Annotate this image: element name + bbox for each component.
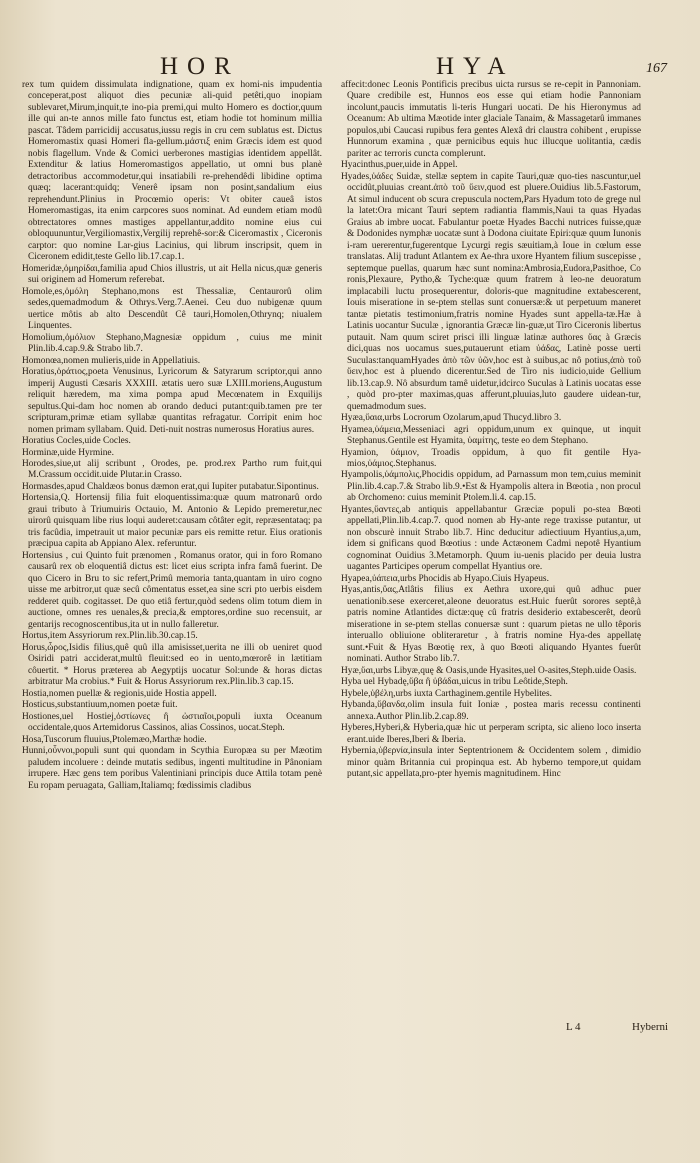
dictionary-entry: Hyæa,ὕαια,urbs Locrorum Ozolarum,apud Thucyd.libro 3. [341,413,562,424]
signature-mark: L 4 [566,1021,581,1033]
dictionary-entry: Hyacinthus,puer,uide in Appel. [341,160,458,171]
dictionary-entry: rex tum quidem dissimulata indignatione, quam ex homi-nis impudentia conceperat,post aliquot dies pecuniæ ali-quid petêti,quo inopiam sublevaret,Mirum,inquit,te ino-pia premi,qui multo Homero es doctior,quum ille qui an-te annos mille fato functus est, etiam hodie tot hominum millia pascat. Tâdem parricidij accusatus,iussu regis in cru cem sublatus est. Dictus Homeromastix quasi Homeri fla-gellum.μάστιξ enim Græcis idem est quod nobis flagellum. Vnde & Comici uerberones mastigias identidem appellât. Extenditur & latius Homeromastigos appellatio, ut omni bus planè detractoribus accommodetur,qui insatiabili re-prehendêdi libidine optima quæq; lacerant:quidq; Venerê ipsam non posint,sandalium eius reprehendunt.Plinius in Procœmio operis: Vt obiter caueâ istos Homeromastigas, ita enim carpcores suos nominat. Ad eundem etiam modû obtrectatores omnes mastiges appellantur,addito nomine eius cui obloquununtur,Vergiliomastix,Vergilij reprehê-sor:& Ciceromastix , Ciceronis carptor: quo nomine Lar-gius Lacinius, qui librum inscripsit, quem in Ciceronem edidit,teste Gello lib.17.cap.1. [22,80,322,263]
dictionary-entry: Hyantes,ὕαντες,ab antiquis appellabantur Græciæ populi po-stea Bœoti appellati,Plin.lib.4.cap.7. quod nomen ab Hy-ante rege traxisse putantur, ut non obscurè innuit Strabo lib.7. Hinc deducitur adiectiuum Hyantius,a,um, idem si gnificans quod Bœotius : unde Actæonem Cadmi nepotê Hyantium cognominat Ouidius 3.Metamorph. Quum iu-uenis placido per deuia lustra uagantes Participes operum compellat Hyantius ore. [341,504,641,573]
dictionary-entry: Hyamion, ὑάμιον, Troadis oppidum, à quo fit gentile Hya-mios,ὑάμιος.Stephanus. [341,447,641,469]
dictionary-entry: Hunni,οὖννοι,populi sunt qui quondam in Scythia Europæa su per Mæotim paludem incoluere : deinde mutatis sedibus, ingenti multitudine in Pânoniam irrupere. Hæc gens tem poribus Valentiniani principis duce Attila totam penè Eu ropam peruagata, Galliam,Italiamq; fœdissimis cladibus [22,746,322,791]
dictionary-entry: Homonœa,nomen mulieris,uide in Appellatiuis. [22,355,201,366]
dictionary-entry: Hyapea,ὑάπεια,urbs Phocidis ab Hyapo.Ciuis Hyapeus. [341,573,549,584]
running-head-right: HYA [436,53,515,80]
dictionary-entry: Hyba uel Hybadę,ὕβα ἢ ὑβάδαι,uicus in tribu Leôtide,Steph. [341,677,568,688]
dictionary-entry: Hyades,ὑάδες Suidæ, stellæ septem in capite Tauri,quæ quo-ties nascuntur,uel occidût,pluuias creant.ἀπὸ τοῦ ὕειν,quod est pluere.Ouidius lib.5.Fastorum, At simul inducent ob scura crepuscula noctem,Pars Hyadum toto de grege nul la latet:Ora micant Tauri septem radiantia flammis,Naui ta quas Hyadas Graius ab imbre uocat. Fabulantur poetæ Hyades Bacchi nutrices fuisse,quæ & Dodonides nymphæ uocatæ sunt à Dodona ciuitate Epiri:quæ quum Iunonis i-ram uererentur,fugerentque Lycurgi regis sæuitiam,à Ioue in cœlum esse translatas. Alij tradunt Atlantem ex Ae-thra uxore Hyantem filium suscepisse , septemque puellas, quarum hæc sunt nomina:Ambrosia,Eudora,Pasithoe, Co ronis,Plexaure, Pytho,& Tyche:quæ quum fratrem à leo-ne deuoratum implacabili luctu prosequerentur, doloris-que magnitudine extabescerent, Iouis miseratione in se-ptem stellas sunt conuersæ:& ut perpetuum maneret tantæ pietatis testimonium,fratris nomine Hyades sunt appella-tæ.Hæ à Latinis uocantur Suculæ , ignorantia Græcæ lin-guæ,ut Tiro Ciceronis libertus putauit. Nam quum sciret prisci illi linguæ latinæ authores ὕας à Græcis dici,quas nos uocamus sues,putauerunt etiam ὑάδας, Latinè posse uerti Suculas:tanquamHyades ἀπὸ τῶν ὑῶν,hoc est à suibus,ac nô potius,ἀπὸ τοῦ ὕειν,hoc est à pluendo dicerentur.Sed de Tiro nis iudicio,uide Gellium lib.13.cap.9. Nô absurdum tamê uidetur,idcirco Suculas à Latinis uocatas esse , quòd pro-pter maximas,quas afferunt,pluuias,luto gaudere uidean-tur, quemadmodum sues. [341,171,641,412]
dictionary-entry: Hortus,item Assyriorum rex.Plin.lib.30.cap.15. [22,631,198,642]
dictionary-entry: Homole,es,ὁμόλη Stephano,mons est Thessaliæ, Centaurorû olim sedes,quemadmodum & Othrys.Verg.7.Aenei. Ceu duo nubigenæ quum uertice môtis ab alto Descendût Cê tauri,Homolen,Othrynq; niualem Linquentes. [22,286,322,332]
dictionary-entry: Hyampolis,ὑάμπολις,Phocidis oppidum, ad Parnassum mon tem,cuius meminit Plin.lib.4.cap.7.& Strabo lib.9.•Est & Hyampolis altera in Bœotia , non procul ab Orchomeno: cuius meminit Ptolem.li.4. cap.15. [341,470,641,504]
folio-number: 167 [646,61,667,76]
dictionary-entry: Hybernia,ὑβερνία,insula inter Septentrionem & Occidentem solem , dimidio minor quàm Britannia cui propinqua est. Ab hyberno tempore,ut quidam putant,sic appellata,pro-pter hyemis magnitudinem. Hinc [341,746,641,780]
left-column [22,80,322,792]
dictionary-entry: Horodes,siue,ut alij scribunt , Orodes, pe. prod.rex Partho rum fuit,qui M.Crassum occidit.uide Plutar.in Crasso. [22,458,322,481]
dictionary-entry: Homolium,ὁμόλιον Stephano,Magnesiæ oppidum , cuius me minit Plin.lib.4.cap.9.& Strabo lib.7. [22,332,322,355]
dictionary-entry: Hosa,Tuscorum fluuius,Ptolemæo,Marthæ hodie. [22,734,207,745]
dictionary-entry: Hostia,nomen puellæ & regionis,uide Hostia appell. [22,688,217,699]
dictionary-entry: Horminæ,uide Hyrmine. [22,447,114,458]
running-head [0,52,700,82]
dictionary-entry: Hortensius , cui Quinto fuit prænomen , Romanus orator, qui in foro Romano causarû rex ob eloquentiâ dictus est: licet eius scripta infra famâ fuerint. De quo Cicero in Bru to sic refert,Primû memoria tanta,quantam in uiro cogno uisse me arbitror,ut quæ secû cômentatus esset,ea sine scri pto uerbis eisdem redderet quib. cogitasset. De quo etiâ fertur,quòd sedens olim totum diem in auctione, omnes res uenales,& precia,& emptores,ordine suo recensuit, ar gentarijs recognoscentibus,ita ut in nullo falleretur. [22,550,322,630]
dictionary-entry: Hostiones,uel Hostiej,ὀστίωνες ἢ ὠστιαῖοι,populi iuxta Oceanum occidentale,quos Artemidorus Cassinos, alias Cossinos, uocat.Steph. [22,711,322,734]
dictionary-entry: affecit:donec Leonis Pontificis precibus uicta rursus se re-cepit in Pannoniam. Quare credibile est, Hunnos eos esse qui etiam hodie Pannoniam incolunt,paucis immutatis li-teris Hungari uocati. De his Hieronymus ad Oceanum: Ab ultima Mæotide inter glaciale Tanaim, & Massagetarû immanes populos,ubi Caucasi rupibus fera gentes Alexâ dri claustra cohibent , erupisse Hunnorum examina , quæ pernicibus equis huc illucque uolitantia, cædis pariter ac terroris cuncta complerunt. [341,80,641,159]
dictionary-entry: Hyas,antis,ὕας,Atlâtis filius ex Aethra uxore,qui quû adhuc puer uenationib.sese exerceret,aleone deuoratus est.Huic fuerût sorores septê,à patris nomine Atlantides dictæ:quę cû fratris desiderio extabescerêt, deorû miseratione in se-ptem stellas conuersæ sunt : quarum pietas ne ullo têporis interuallo obliuione obliteraretur , à fratris nomine Hya-des appellatę sunt.•Fuit & Hyas Bœotię rex, à quo Bœoti aliquando Hyantes fuerût nominati. Author Strabo lib.7. [341,585,641,665]
dictionary-entry: Hortensia,Q. Hortensij filia fuit eloquentissima:quæ quum matronarû ordo graui tributo à Triumuiris Octauio, M. Antonio & Lepido premeretur,nec uirorû quisquam libe rius loqui auderet:causam côtâter egit, repræsentataq; pa tris facûdia, impetrauit ut maior pecuniæ pars eis remitte retur. Eius orationis præcipua capita ab Appiano Alex. referuntur. [22,493,322,550]
dictionary-entry: Hybele,ὑβέλη,urbs iuxta Carthaginem.gentile Hybelites. [341,688,552,699]
dictionary-entry: Homeridæ,ὁμηρίδαι,familia apud Chios illustris, ut ait Hella nicus,quæ generis sui originem ad Homerum referebat. [22,263,322,286]
dictionary-entry: Horatius,ὁράτιος,poeta Venusinus, Lyricorum & Satyrarum scriptor,qui anno imperij Augusti Cæsaris XXXIII. ætatis uero suæ LXIII.moriens,Augustum reliquit hæredem, ma xima pompa apud Mecœnatem in Exquilijs sepultus.Qui-dam hoc nomen ab orando deduci putant:quib.tamen pre ter scripturam,primæ etiam syllabæ quantitas refragatur. Corripit enim hoc nomen primam syllabam. Quid. Deti-nuit nostras numerosus Horatius aures. [22,367,322,435]
dictionary-entry: Hyæ,ὕαι,urbs Libyæ,quę & Oasis,unde Hyasites,uel O-asites,Steph.uide Oasis. [341,665,637,676]
dictionary-entry: Hosticus,substantiuum,nomen poetæ fuit. [22,700,178,711]
dictionary-entry: Hyamea,ὑάμεια,Messeniaci agri oppidum,unum ex quinque, ut inquit Stephanus.Gentile est Hyamita, ὑαμίτης, teste eo dem Stephano. [341,424,641,447]
right-column [341,80,641,781]
dictionary-entry: Hormasdes,apud Chaldæos bonus dæmon erat,qui Iupiter putabatur.Sipontinus. [22,481,319,492]
dictionary-entry: Hybanda,ὕβανδα,olim insula fuit Ioniæ , postea maris recessu continenti annexa.Author Plin.lib.2.cap.89. [341,700,641,722]
dictionary-entry: Horatius Cocles,uide Cocles. [22,436,131,447]
dictionary-entry: Horus,ὧρος,Isidis filius,quê quû illa amisisset,uerita ne illi ob ueniret quod Osiridi patri acciderat,multû fleuit:sed eo in uento,mœrorê in lætitiam côuertit. * Horus præterea ab Aegyptijs uocatur Sol:unde & horas dictas arbitratur Ma crobius.* Fuit & Horus Assyriorum rex.Plin.lib.3 cap.15. [22,642,322,688]
running-head-left: HOR [160,53,240,80]
catchword: Hyberni [632,1021,669,1033]
dictionary-entry: Hyberes,Hyberi,& Hyberia,quæ hic ut perperam scripta, sic alieno loco inserta erant.uide Iberes,Iberi & Iberia. [341,723,641,745]
